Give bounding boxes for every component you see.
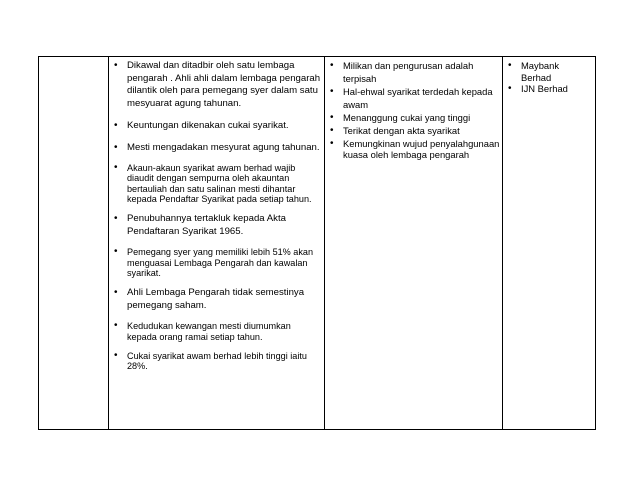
list-item: • Pemegang syer yang memiliki lebih 51% akan menguasai Lembaga Pengarah dan kawalan syarikat. bbox=[113, 247, 323, 278]
empty-first-cell bbox=[39, 57, 108, 429]
list-item: • Hal-ehwal syarikat terdedah kepada awam bbox=[329, 86, 501, 111]
column-divider bbox=[108, 57, 109, 429]
list-item: • Cukai syarikat awam berhad lebih tinggi iaitu 28%. bbox=[113, 351, 323, 371]
list-item: • Menanggung cukai yang tinggi bbox=[329, 112, 501, 124]
list-item: • IJN Berhad bbox=[507, 83, 593, 95]
column-divider bbox=[324, 57, 325, 429]
examples-cell bbox=[507, 60, 593, 429]
characteristics-list bbox=[113, 60, 323, 371]
list-item: • Akaun-akaun syarikat awam berhad wajib diaudit dengan sempurna oleh akauntan bertauliah dan satu salinan mesti dihantar kepada Pendaftar Syarikat pada setiap tahun. bbox=[113, 163, 323, 204]
list-item: • Terikat dengan akta syarikat bbox=[329, 125, 501, 137]
column-divider bbox=[502, 57, 503, 429]
content-table bbox=[38, 56, 596, 430]
disadvantages-cell bbox=[329, 60, 501, 429]
list-item: • Penubuhannya tertakluk kepada Akta Pendaftaran Syarikat 1965. bbox=[113, 213, 323, 238]
disadvantages-list bbox=[329, 60, 501, 161]
list-item: • Kedudukan kewangan mesti diumumkan kepada orang ramai setiap tahun. bbox=[113, 321, 323, 341]
list-item: • Maybank Berhad bbox=[507, 60, 569, 83]
list-item: • Milikan dan pengurusan adalah terpisah bbox=[329, 60, 501, 85]
list-item: • Mesti mengadakan mesyurat agung tahunan. bbox=[113, 142, 323, 155]
list-item: • Dikawal dan ditadbir oleh satu lembaga pengarah . Ahli ahli dalam lembaga pengarah dilantik oleh para pemegang syer dalam satu mesyuarat agung tahunan. bbox=[113, 60, 323, 111]
list-item: • Kemungkinan wujud penyalahgunaan kuasa oleh lembaga pengarah bbox=[329, 138, 501, 161]
examples-list bbox=[507, 60, 593, 95]
characteristics-cell bbox=[113, 60, 323, 429]
list-item: • Keuntungan dikenakan cukai syarikat. bbox=[113, 120, 323, 133]
list-item: • Ahli Lembaga Pengarah tidak semestinya pemegang saham. bbox=[113, 287, 323, 312]
